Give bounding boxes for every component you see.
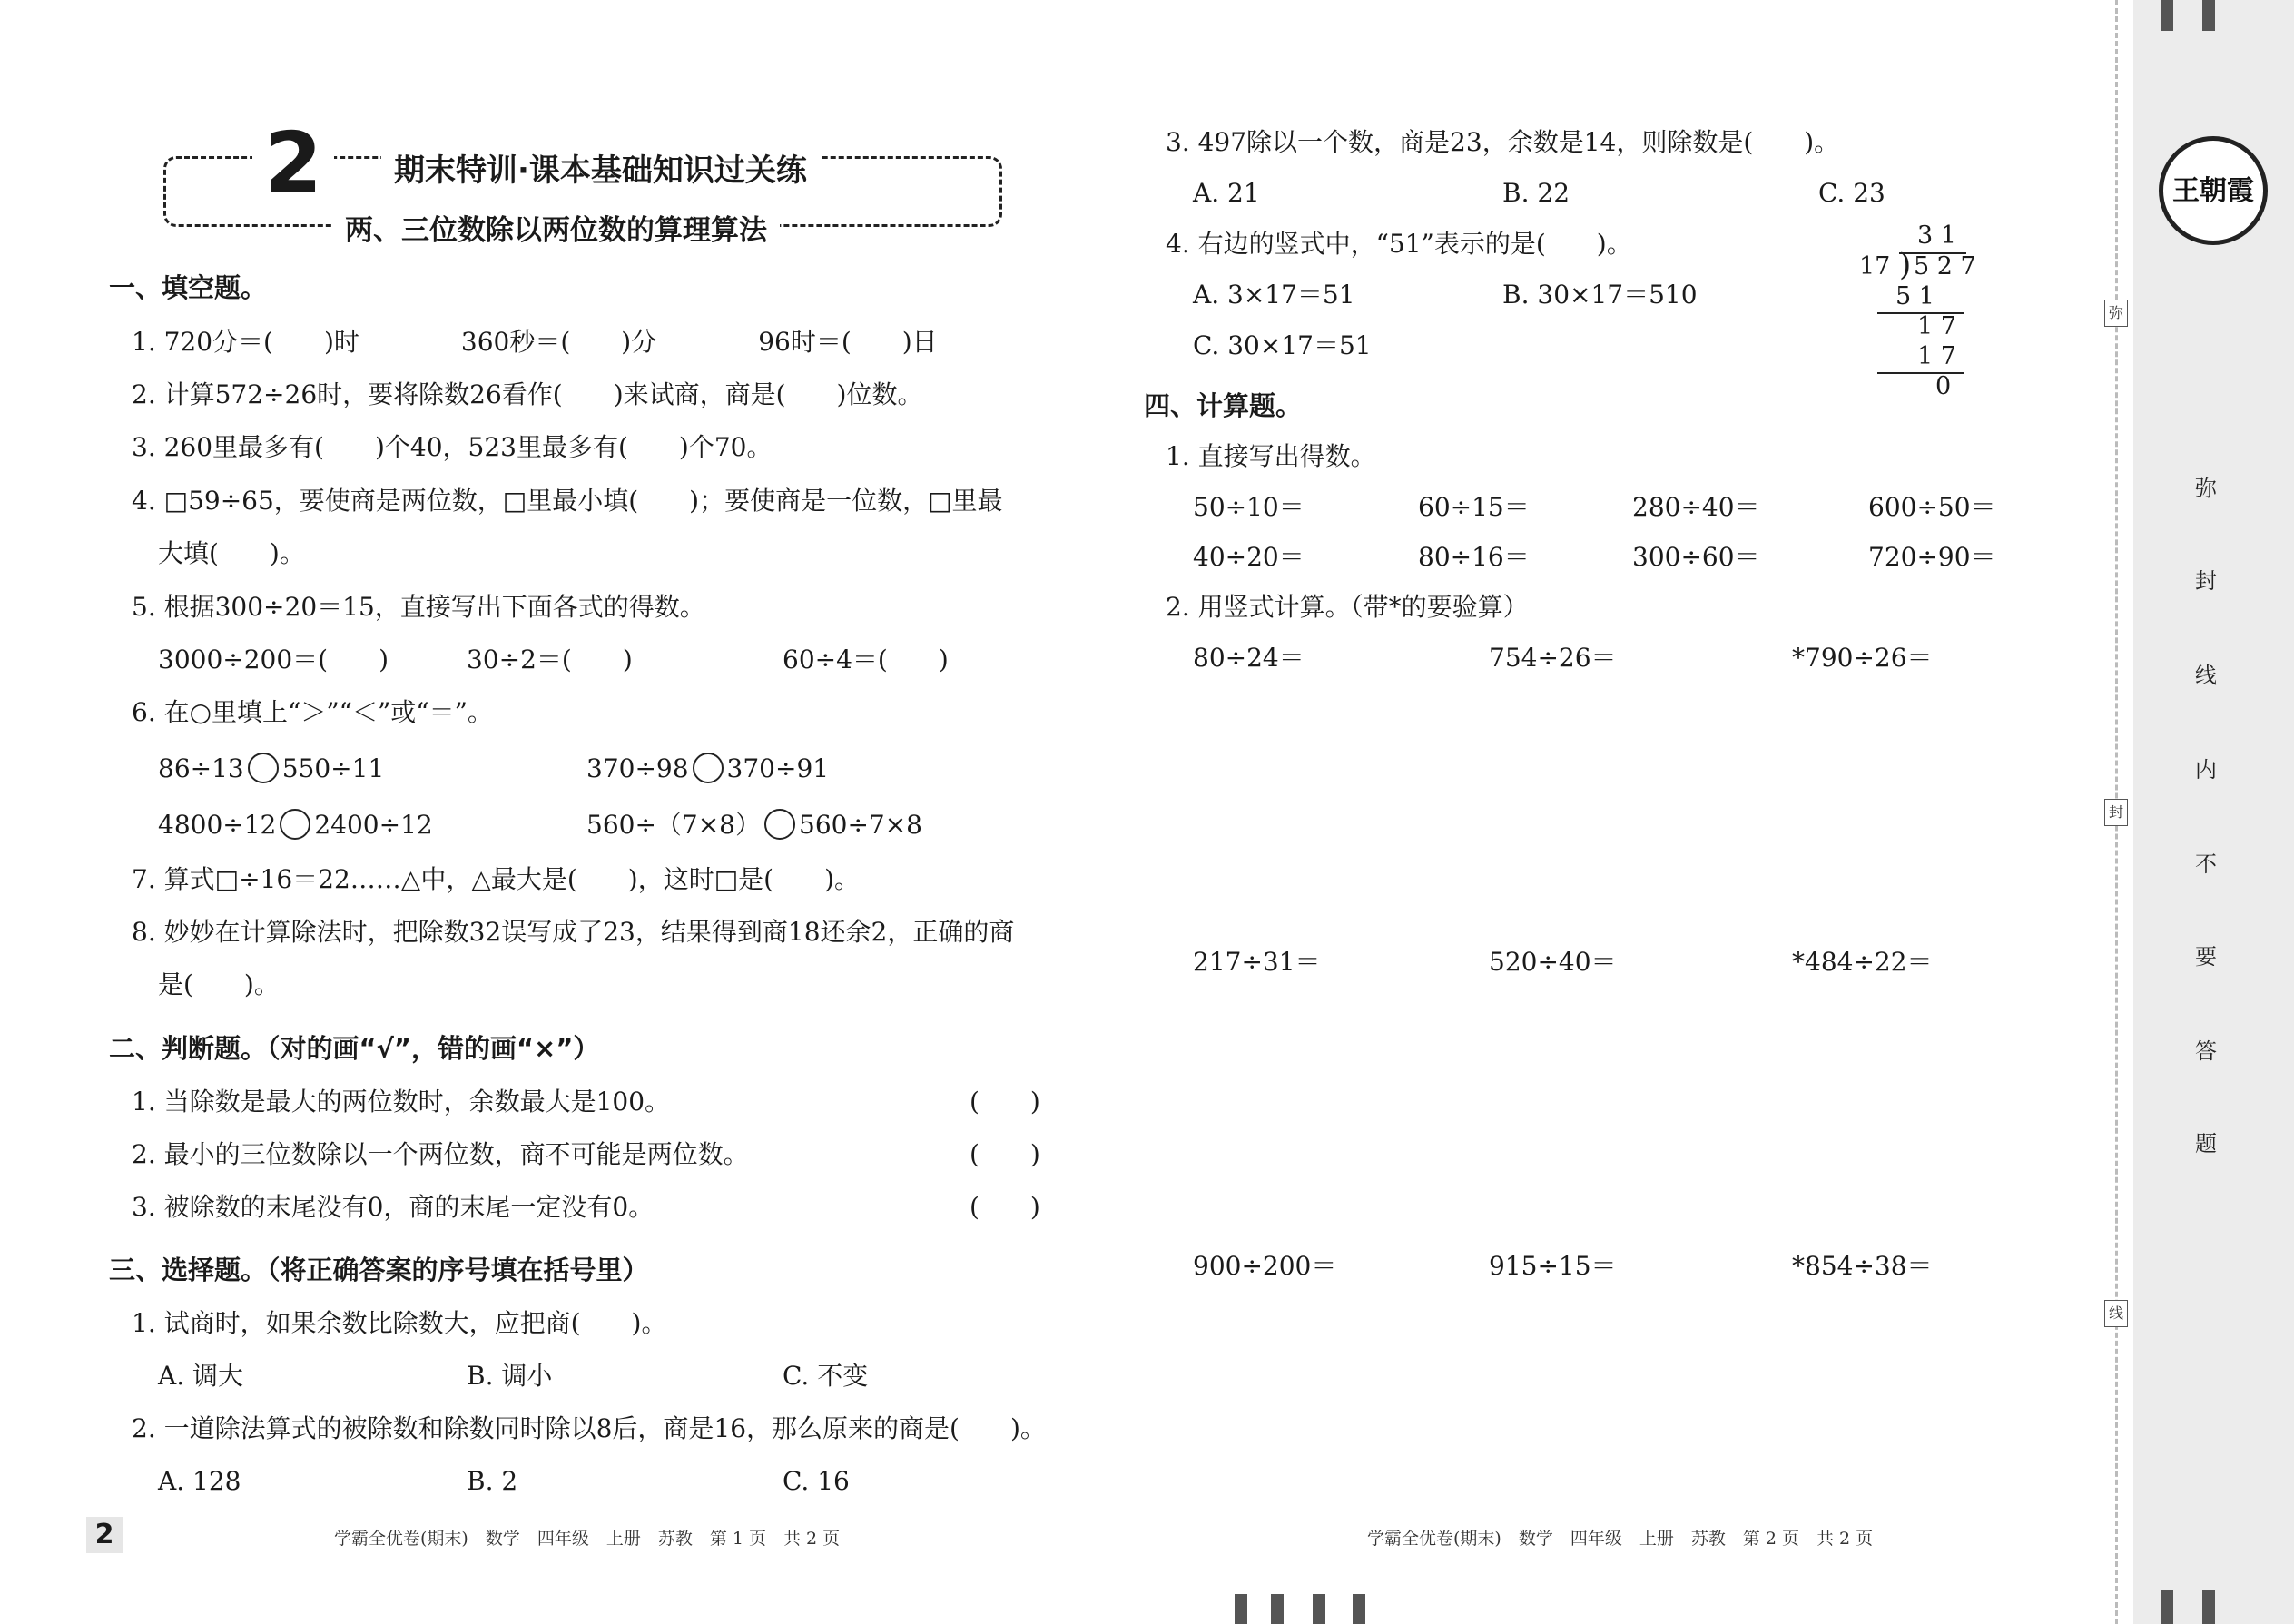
long-division-quotient: 3 1 [1917, 221, 1956, 250]
question-text: 1. 直接写出得数。 [1166, 441, 1376, 471]
seal-tag: 弥 [2104, 300, 2128, 327]
long-division-remainder: 0 [1935, 372, 1952, 400]
long-division-divisor: 17 [1859, 252, 1891, 281]
expression: 86÷13 [158, 753, 244, 783]
expression: 60÷4＝( ) [783, 645, 949, 674]
expression: 550÷11 [281, 753, 385, 783]
expression: 560÷（7×8） [586, 810, 761, 840]
question-text: 是( )。 [158, 969, 280, 999]
question-text: 4. □59÷65，要使商是两位数，□里最小填( )；要使商是一位数，□里最 [132, 486, 1003, 516]
calc-expression: *790÷26＝ [1792, 643, 1933, 673]
registration-mark [2161, 1590, 2173, 1624]
seal-notice-char: 内 [2195, 757, 2217, 782]
calc-expression: 900÷200＝ [1193, 1251, 1337, 1281]
question-text: 1. 试商时，如果余数比除数大，应把商( )。 [132, 1308, 667, 1338]
expression: 370÷98 [586, 753, 689, 783]
compare-expression [158, 753, 384, 784]
seal-notice-char: 线 [2195, 663, 2217, 688]
seal-tag: 线 [2104, 1300, 2128, 1327]
calc-expression: 80÷16＝ [1418, 542, 1530, 572]
calc-expression: 40÷20＝ [1193, 542, 1305, 572]
section-heading-calc: 四、计算题。 [1144, 390, 1303, 421]
compare-circle[interactable] [693, 753, 724, 783]
question-text: 3. 497除以一个数，商是23，余数是14，则除数是( )。 [1166, 127, 1840, 157]
footer-right: 学霸全优卷(期末) 数学 四年级 上册 苏教 第 2 页 共 2 页 [1367, 1529, 1874, 1549]
seal-notice-char: 要 [2195, 944, 2217, 969]
lesson-number: 2 [252, 118, 334, 209]
division-rule [1877, 372, 1964, 374]
compare-circle[interactable] [248, 753, 279, 783]
division-bracket: ) [1899, 247, 1912, 283]
calc-expression: *854÷38＝ [1792, 1251, 1933, 1281]
question-text: 2. 用竖式计算。（带*的要验算） [1166, 592, 1529, 622]
expression: 30÷2＝( ) [467, 645, 633, 674]
answer-paren[interactable]: ( ) [970, 1139, 1040, 1169]
registration-mark [2202, 1590, 2215, 1624]
calc-expression: 60÷15＝ [1418, 492, 1530, 522]
judge-item: 3. 被除数的末尾没有0，商的末尾一定没有0。 [132, 1192, 655, 1222]
choice-option: B. 22 [1502, 178, 1570, 208]
section-heading-choice: 三、选择题。（将正确答案的序号填在括号里） [109, 1255, 649, 1285]
section-heading-fill: 一、填空题。 [109, 272, 268, 303]
judge-item: 1. 当除数是最大的两位数时，余数最大是100。 [132, 1087, 671, 1117]
choice-option: C. 不变 [783, 1361, 869, 1391]
question-text: 2. 计算572÷26时，要将除数26看作( )来试商，商是( )位数。 [132, 379, 923, 409]
calc-expression: *484÷22＝ [1792, 947, 1933, 977]
question-text: 5. 根据300÷20＝15，直接写出下面各式的得数。 [132, 592, 705, 622]
compare-expression [586, 753, 829, 784]
question-text: 7. 算式□÷16＝22……△中，△最大是( )，这时□是( )。 [132, 864, 861, 894]
question-text: 8. 妙妙在计算除法时，把除数32误写成了23，结果得到商18还余2，正确的商 [132, 917, 1015, 947]
choice-option: C. 23 [1818, 178, 1885, 208]
seal-notice-char: 弥 [2195, 476, 2217, 501]
seal-tag: 封 [2104, 799, 2128, 826]
seal-notice-char: 答 [2195, 1038, 2217, 1064]
expression: 370÷91 [726, 753, 830, 783]
choice-option: C. 16 [783, 1466, 850, 1496]
compare-circle[interactable] [280, 809, 310, 840]
question-text: 2. 一道除法算式的被除数和除数同时除以8后，商是16，那么原来的商是( )。 [132, 1413, 1046, 1443]
registration-mark [1235, 1594, 1247, 1624]
calc-expression: 754÷26＝ [1489, 643, 1617, 673]
choice-option: B. 30×17＝510 [1502, 280, 1698, 310]
question-text: 6. 在○里填上“＞”“＜”或“＝”。 [132, 697, 493, 727]
answer-paren[interactable]: ( ) [970, 1087, 1040, 1117]
brand-logo-text: 王朝霞 [2172, 175, 2254, 207]
calc-expression: 50÷10＝ [1193, 492, 1305, 522]
question-text: 1. 720分＝( )时 360秒＝( )分 96时＝( )日 [132, 327, 938, 357]
calc-expression: 915÷15＝ [1489, 1251, 1617, 1281]
calc-expression: 280÷40＝ [1632, 492, 1760, 522]
question-text: 3. 260里最多有( )个40，523里最多有( )个70。 [132, 432, 773, 462]
calc-expression: 217÷31＝ [1193, 947, 1321, 977]
choice-option: A. 3×17＝51 [1193, 280, 1355, 310]
calc-expression: 300÷60＝ [1632, 542, 1760, 572]
long-division-dividend: 5 2 7 [1914, 252, 1976, 281]
answer-paren[interactable]: ( ) [970, 1192, 1040, 1222]
compare-expression [586, 809, 922, 841]
question-text: 大填( )。 [158, 538, 305, 568]
long-division-step: 1 7 [1917, 342, 1956, 370]
expression: 3000÷200＝( ) [158, 645, 389, 674]
long-division-step: 1 7 [1917, 312, 1956, 340]
calc-expression: 80÷24＝ [1193, 643, 1305, 673]
calc-expression: 600÷50＝ [1868, 492, 1996, 522]
expression: 4800÷12 [158, 810, 277, 840]
registration-mark [2202, 0, 2215, 31]
choice-option: A. 调大 [158, 1361, 244, 1391]
registration-mark [1313, 1594, 1325, 1624]
choice-option: B. 调小 [467, 1361, 553, 1391]
section-heading-judge: 二、判断题。（对的画“√”，错的画“×”） [109, 1033, 600, 1064]
seal-notice-char: 封 [2195, 568, 2217, 594]
page-subtitle: 两、三位数除以两位数的算理算法 [332, 207, 780, 248]
seal-notice-char: 不 [2195, 851, 2217, 877]
choice-option: B. 2 [467, 1466, 518, 1496]
calc-expression: 720÷90＝ [1868, 542, 1996, 572]
registration-mark [2161, 0, 2173, 31]
footer-left: 学霸全优卷(期末) 数学 四年级 上册 苏教 第 1 页 共 2 页 [334, 1529, 841, 1549]
expression: 560÷7×8 [799, 810, 922, 840]
page-number: 2 [86, 1517, 123, 1553]
choice-option: C. 30×17＝51 [1193, 330, 1372, 360]
expression: 2400÷12 [314, 810, 433, 840]
choice-option: A. 128 [158, 1466, 241, 1496]
judge-item: 2. 最小的三位数除以一个两位数，商不可能是两位数。 [132, 1139, 749, 1169]
question-text: 4. 右边的竖式中，“51”表示的是( )。 [1166, 229, 1632, 259]
compare-expression [158, 809, 433, 841]
page-title: 期末特训·课本基础知识过关练 [381, 145, 820, 190]
registration-mark [1271, 1594, 1284, 1624]
registration-mark [1353, 1594, 1365, 1624]
seal-notice-char: 题 [2195, 1131, 2217, 1156]
compare-circle[interactable] [764, 809, 795, 840]
long-division-step: 5 1 [1895, 282, 1935, 310]
calc-expression: 520÷40＝ [1489, 947, 1617, 977]
choice-option: A. 21 [1193, 178, 1260, 208]
